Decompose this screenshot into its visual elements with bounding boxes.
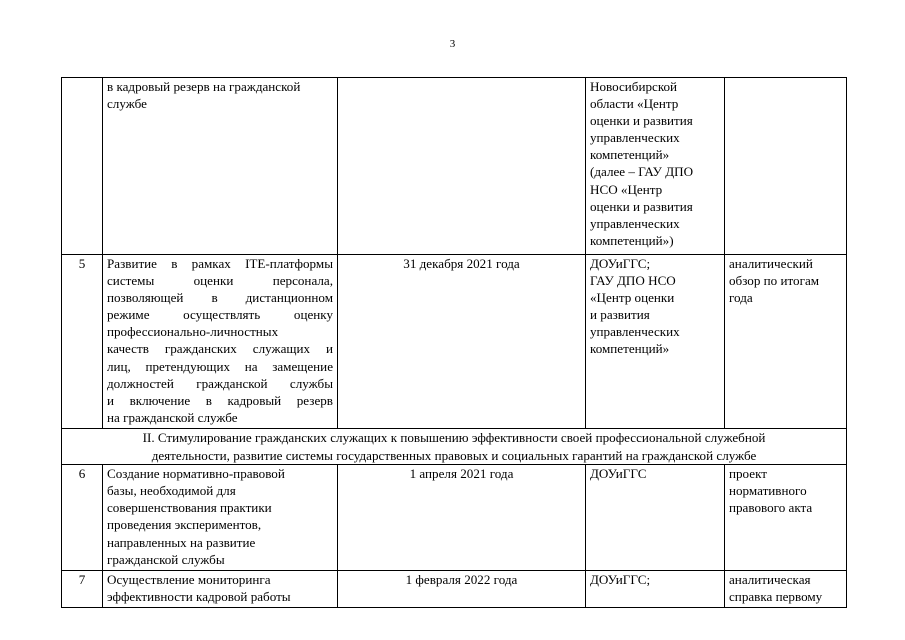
executor-cell (586, 78, 725, 255)
table-row (62, 255, 847, 429)
executor-line: компетенций» (590, 147, 670, 163)
row-number-cell (62, 78, 103, 255)
result-cell (725, 571, 847, 608)
description-line: Развитие в рамках ITE-платформы (107, 256, 333, 271)
executor-line: ДОУиГГС; (590, 256, 651, 271)
section-title-line: деятельности, развитие системы государственных правовых и социальных гарантий на гражданской службе (151, 447, 757, 463)
result-line: нормативного (729, 483, 807, 499)
description-cell (103, 571, 338, 608)
description-line: Осуществление мониторинга (107, 572, 271, 588)
executor-line: управленческих (590, 324, 680, 340)
description-line: лиц, претендующих на замещение (107, 358, 333, 374)
executor-line: оценки и развития (590, 198, 693, 214)
deadline-cell: 1 февраля 2022 года (338, 571, 586, 608)
result-line: аналитическая (729, 572, 811, 588)
result-line: проект (729, 466, 767, 482)
executor-line: НСО «Центр (590, 181, 663, 197)
description-line: эффективности кадровой работы (107, 589, 291, 605)
description-line: и включение в кадровый резерв (107, 392, 333, 408)
description-line: проведения экспериментов, (107, 517, 262, 533)
description-line: базы, необходимой для (107, 483, 236, 499)
description-line: режиме осуществлять оценку (107, 307, 333, 323)
executor-line: оценки и развития (590, 113, 693, 129)
executor-line: «Центр оценки (590, 290, 675, 306)
table-row (62, 78, 847, 255)
row-number-cell: 6 (62, 465, 103, 571)
result-line: обзор по итогам (729, 273, 820, 289)
executor-line: компетенций» (590, 341, 670, 357)
result-line: года (729, 290, 753, 306)
description-line: совершенствования практики (107, 500, 272, 516)
description-line: должностей гражданской службы (107, 375, 333, 391)
row-number-cell: 5 (62, 255, 103, 429)
row-number-cell: 7 (62, 571, 103, 608)
description-line: профессионально-личностных (107, 324, 279, 340)
page-number: 3 (449, 38, 456, 50)
executor-line: области «Центр (590, 96, 679, 112)
deadline-cell: 31 декабря 2021 года (338, 255, 586, 429)
executor-line: (далее – ГАУ ДПО (590, 164, 694, 180)
description-line: на гражданской службе (107, 409, 238, 425)
executor-line: ГАУ ДПО НСО (590, 273, 676, 289)
table-row (62, 571, 847, 608)
result-cell (725, 78, 847, 255)
executor-line: ДОУиГГС; (590, 572, 651, 588)
action-plan-table (61, 77, 847, 608)
result-line: правового акта (729, 500, 813, 516)
executor-cell (586, 465, 725, 571)
executor-line: Новосибирской (590, 79, 678, 94)
description-cell (103, 78, 338, 255)
description-line: в кадровый резерв на гражданской (107, 79, 301, 94)
executor-cell (586, 571, 725, 608)
description-line: позволяющей в дистанционном (107, 290, 333, 306)
deadline-cell (338, 78, 586, 255)
section-heading-row (62, 429, 847, 465)
executor-cell (586, 255, 725, 429)
description-line: службе (107, 96, 147, 112)
executor-line: компетенций») (590, 232, 674, 248)
description-cell (103, 255, 338, 429)
section-heading-cell (62, 429, 847, 465)
description-line: системы оценки персонала, (107, 273, 333, 289)
description-line: качеств гражданских служащих и (107, 341, 333, 357)
table-row (62, 465, 847, 571)
description-line: гражданской службы (107, 551, 225, 567)
deadline-cell: 1 апреля 2021 года (338, 465, 586, 571)
description-line: направленных на развитие (107, 534, 256, 550)
result-cell (725, 465, 847, 571)
section-title-line: II. Стимулирование гражданских служащих к повышению эффективности своей профессиональной служебной (142, 430, 766, 445)
executor-line: ДОУиГГС (590, 466, 647, 482)
executor-line: и развития (590, 307, 650, 323)
executor-line: управленческих (590, 130, 680, 146)
executor-line: управленческих (590, 215, 680, 231)
result-line: справка первому (729, 589, 823, 605)
result-cell (725, 255, 847, 429)
result-line: аналитический (729, 256, 813, 271)
description-cell (103, 465, 338, 571)
description-line: Создание нормативно-правовой (107, 466, 285, 482)
